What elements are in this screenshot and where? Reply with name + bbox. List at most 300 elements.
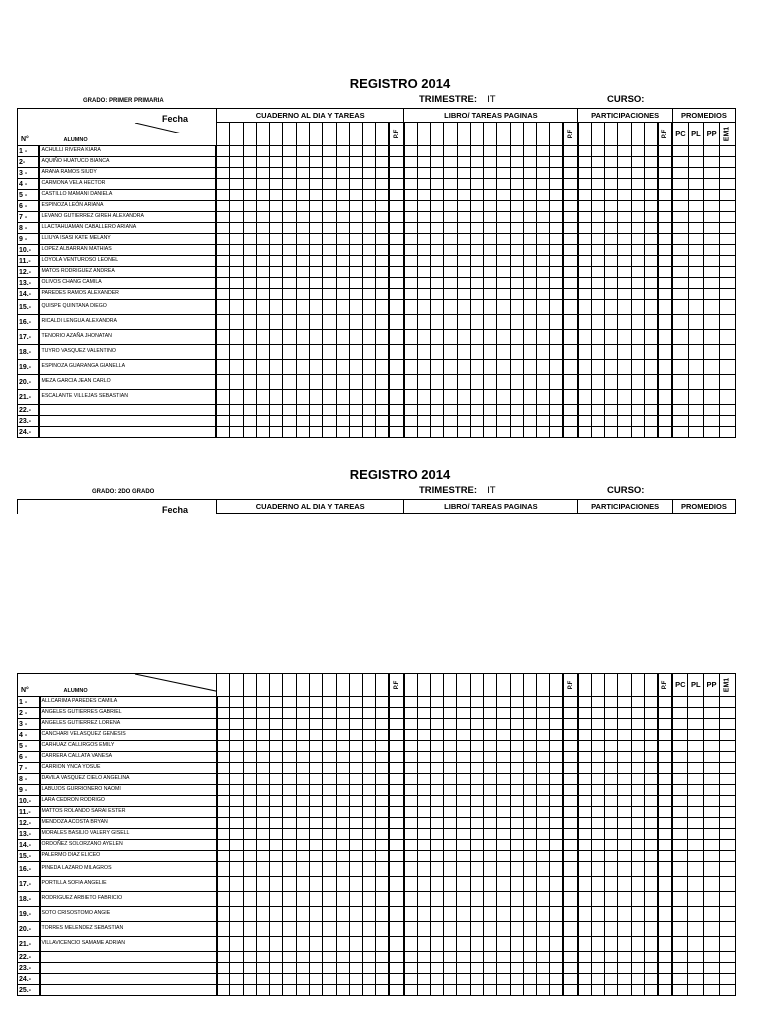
grade-cell[interactable] [550, 278, 563, 289]
grade-cell[interactable] [270, 796, 283, 807]
grade-cell[interactable] [404, 974, 417, 985]
grade-cell[interactable] [283, 763, 296, 774]
grade-cell[interactable] [363, 985, 376, 996]
grade-cell[interactable] [444, 907, 457, 922]
grade-cell[interactable] [256, 168, 269, 179]
grade-cell[interactable] [618, 315, 631, 330]
grade-cell[interactable] [497, 416, 510, 427]
grade-cell[interactable] [376, 741, 389, 752]
grade-cell[interactable] [578, 267, 591, 278]
grade-cell[interactable] [719, 223, 735, 234]
grade-cell[interactable] [309, 300, 322, 315]
grade-cell[interactable] [510, 223, 523, 234]
grade-cell[interactable] [470, 405, 483, 416]
grade-cell[interactable] [336, 877, 349, 892]
grade-cell[interactable] [270, 212, 283, 223]
grade-cell[interactable] [363, 763, 376, 774]
grade-cell[interactable] [430, 963, 443, 974]
grade-cell[interactable] [672, 245, 688, 256]
pf-cell[interactable] [389, 741, 404, 752]
grade-cell[interactable] [283, 877, 296, 892]
grade-cell[interactable] [470, 674, 483, 697]
grade-cell[interactable] [296, 201, 309, 212]
grade-cell[interactable] [704, 190, 720, 201]
grade-cell[interactable] [719, 390, 735, 405]
grade-cell[interactable] [336, 922, 349, 937]
grade-cell[interactable] [644, 877, 657, 892]
grade-cell[interactable] [470, 278, 483, 289]
grade-cell[interactable] [688, 427, 704, 438]
grade-cell[interactable] [457, 985, 470, 996]
grade-cell[interactable] [430, 315, 443, 330]
grade-cell[interactable] [550, 829, 563, 840]
grade-cell[interactable] [417, 157, 430, 168]
pf-cell[interactable] [658, 289, 673, 300]
grade-cell[interactable] [270, 427, 283, 438]
pf-cell[interactable] [563, 877, 578, 892]
grade-cell[interactable] [404, 785, 417, 796]
grade-cell[interactable] [550, 974, 563, 985]
grade-cell[interactable] [484, 190, 497, 201]
grade-cell[interactable] [719, 862, 735, 877]
grade-cell[interactable] [719, 405, 735, 416]
grade-cell[interactable] [376, 974, 389, 985]
grade-cell[interactable] [550, 818, 563, 829]
grade-cell[interactable] [270, 697, 283, 708]
grade-cell[interactable] [688, 922, 704, 937]
pf-cell[interactable] [563, 741, 578, 752]
grade-cell[interactable] [591, 289, 604, 300]
grade-cell[interactable] [444, 763, 457, 774]
grade-cell[interactable] [631, 245, 644, 256]
grade-cell[interactable] [430, 785, 443, 796]
grade-cell[interactable] [578, 289, 591, 300]
grade-cell[interactable] [457, 974, 470, 985]
grade-cell[interactable] [497, 190, 510, 201]
grade-cell[interactable] [230, 190, 243, 201]
grade-cell[interactable] [309, 234, 322, 245]
grade-cell[interactable] [605, 157, 618, 168]
grade-cell[interactable] [309, 212, 322, 223]
grade-cell[interactable] [457, 146, 470, 157]
grade-cell[interactable] [296, 375, 309, 390]
grade-cell[interactable] [631, 892, 644, 907]
grade-cell[interactable] [309, 179, 322, 190]
grade-cell[interactable] [430, 851, 443, 862]
grade-cell[interactable] [631, 256, 644, 267]
pf-cell[interactable] [389, 345, 404, 360]
grade-cell[interactable] [537, 922, 550, 937]
grade-cell[interactable] [404, 360, 417, 375]
grade-cell[interactable] [578, 223, 591, 234]
grade-cell[interactable] [591, 697, 604, 708]
grade-cell[interactable] [283, 907, 296, 922]
grade-cell[interactable] [719, 267, 735, 278]
grade-cell[interactable] [336, 719, 349, 730]
grade-cell[interactable] [444, 360, 457, 375]
grade-cell[interactable] [283, 840, 296, 851]
grade-cell[interactable] [510, 892, 523, 907]
grade-cell[interactable] [470, 818, 483, 829]
grade-cell[interactable] [323, 985, 336, 996]
grade-cell[interactable] [270, 345, 283, 360]
grade-cell[interactable] [256, 774, 269, 785]
grade-cell[interactable] [283, 796, 296, 807]
grade-cell[interactable] [296, 774, 309, 785]
grade-cell[interactable] [470, 877, 483, 892]
grade-cell[interactable] [523, 785, 536, 796]
grade-cell[interactable] [618, 360, 631, 375]
grade-cell[interactable] [444, 278, 457, 289]
grade-cell[interactable] [283, 234, 296, 245]
grade-cell[interactable] [336, 168, 349, 179]
grade-cell[interactable] [470, 774, 483, 785]
grade-cell[interactable] [497, 360, 510, 375]
grade-cell[interactable] [296, 267, 309, 278]
grade-cell[interactable] [310, 818, 323, 829]
grade-cell[interactable] [417, 330, 430, 345]
grade-cell[interactable] [631, 862, 644, 877]
grade-cell[interactable] [719, 360, 735, 375]
grade-cell[interactable] [336, 123, 349, 146]
grade-cell[interactable] [631, 807, 644, 818]
grade-cell[interactable] [605, 201, 618, 212]
grade-cell[interactable] [484, 674, 497, 697]
grade-cell[interactable] [349, 427, 362, 438]
grade-cell[interactable] [618, 907, 631, 922]
grade-cell[interactable] [672, 752, 688, 763]
grade-cell[interactable] [323, 785, 336, 796]
grade-cell[interactable] [349, 774, 362, 785]
grade-cell[interactable] [270, 752, 283, 763]
grade-cell[interactable] [310, 752, 323, 763]
grade-cell[interactable] [704, 212, 720, 223]
grade-cell[interactable] [672, 697, 688, 708]
grade-cell[interactable] [618, 862, 631, 877]
grade-cell[interactable] [591, 157, 604, 168]
grade-cell[interactable] [719, 330, 735, 345]
grade-cell[interactable] [444, 952, 457, 963]
grade-cell[interactable] [631, 390, 644, 405]
pf-cell[interactable] [658, 877, 673, 892]
grade-cell[interactable] [578, 427, 591, 438]
grade-cell[interactable] [591, 123, 604, 146]
grade-cell[interactable] [672, 851, 688, 862]
grade-cell[interactable] [283, 952, 296, 963]
grade-cell[interactable] [497, 763, 510, 774]
grade-cell[interactable] [497, 146, 510, 157]
grade-cell[interactable] [243, 245, 256, 256]
grade-cell[interactable] [688, 300, 704, 315]
grade-cell[interactable] [457, 223, 470, 234]
grade-cell[interactable] [376, 840, 389, 851]
grade-cell[interactable] [376, 907, 389, 922]
grade-cell[interactable] [591, 390, 604, 405]
grade-cell[interactable] [704, 708, 720, 719]
grade-cell[interactable] [417, 907, 430, 922]
grade-cell[interactable] [444, 922, 457, 937]
grade-cell[interactable] [537, 416, 550, 427]
grade-cell[interactable] [618, 785, 631, 796]
grade-cell[interactable] [230, 818, 243, 829]
grade-cell[interactable] [349, 752, 362, 763]
grade-cell[interactable] [283, 256, 296, 267]
grade-cell[interactable] [550, 796, 563, 807]
grade-cell[interactable] [605, 190, 618, 201]
grade-cell[interactable] [336, 741, 349, 752]
grade-cell[interactable] [363, 974, 376, 985]
grade-cell[interactable] [550, 922, 563, 937]
grade-cell[interactable] [363, 774, 376, 785]
grade-cell[interactable] [672, 345, 688, 360]
grade-cell[interactable] [470, 375, 483, 390]
grade-cell[interactable] [336, 256, 349, 267]
grade-cell[interactable] [430, 330, 443, 345]
grade-cell[interactable] [457, 952, 470, 963]
grade-cell[interactable] [631, 212, 644, 223]
grade-cell[interactable] [296, 330, 309, 345]
grade-cell[interactable] [457, 234, 470, 245]
grade-cell[interactable] [457, 741, 470, 752]
pf-cell[interactable] [389, 245, 404, 256]
grade-cell[interactable] [719, 168, 735, 179]
grade-cell[interactable] [296, 818, 309, 829]
grade-cell[interactable] [310, 741, 323, 752]
grade-cell[interactable] [578, 877, 591, 892]
grade-cell[interactable] [216, 123, 229, 146]
grade-cell[interactable] [349, 851, 362, 862]
grade-cell[interactable] [688, 840, 704, 851]
grade-cell[interactable] [484, 796, 497, 807]
grade-cell[interactable] [349, 223, 362, 234]
grade-cell[interactable] [704, 796, 720, 807]
grade-cell[interactable] [363, 157, 376, 168]
grade-cell[interactable] [283, 360, 296, 375]
grade-cell[interactable] [704, 985, 720, 996]
grade-cell[interactable] [672, 201, 688, 212]
grade-cell[interactable] [704, 234, 720, 245]
grade-cell[interactable] [309, 146, 322, 157]
grade-cell[interactable] [457, 278, 470, 289]
grade-cell[interactable] [604, 763, 617, 774]
grade-cell[interactable] [270, 763, 283, 774]
grade-cell[interactable] [470, 851, 483, 862]
grade-cell[interactable] [323, 330, 336, 345]
grade-cell[interactable] [336, 427, 349, 438]
grade-cell[interactable] [704, 256, 720, 267]
grade-cell[interactable] [444, 405, 457, 416]
grade-cell[interactable] [336, 245, 349, 256]
grade-cell[interactable] [309, 390, 322, 405]
grade-cell[interactable] [604, 877, 617, 892]
grade-cell[interactable] [672, 763, 688, 774]
grade-cell[interactable] [484, 840, 497, 851]
grade-cell[interactable] [230, 752, 243, 763]
grade-cell[interactable] [704, 427, 720, 438]
grade-cell[interactable] [323, 774, 336, 785]
grade-cell[interactable] [523, 963, 536, 974]
grade-cell[interactable] [309, 245, 322, 256]
grade-cell[interactable] [510, 763, 523, 774]
grade-cell[interactable] [578, 952, 591, 963]
grade-cell[interactable] [230, 300, 243, 315]
grade-cell[interactable] [404, 674, 417, 697]
pf-cell[interactable] [563, 427, 578, 438]
grade-cell[interactable] [719, 840, 735, 851]
grade-cell[interactable] [283, 345, 296, 360]
grade-cell[interactable] [550, 375, 563, 390]
grade-cell[interactable] [417, 300, 430, 315]
grade-cell[interactable] [270, 234, 283, 245]
grade-cell[interactable] [230, 708, 243, 719]
grade-cell[interactable] [688, 829, 704, 840]
grade-cell[interactable] [578, 330, 591, 345]
grade-cell[interactable] [618, 375, 631, 390]
grade-cell[interactable] [631, 719, 644, 730]
grade-cell[interactable] [605, 345, 618, 360]
grade-cell[interactable] [376, 937, 389, 952]
grade-cell[interactable] [430, 985, 443, 996]
grade-cell[interactable] [510, 405, 523, 416]
grade-cell[interactable] [604, 862, 617, 877]
grade-cell[interactable] [550, 840, 563, 851]
grade-cell[interactable] [470, 708, 483, 719]
grade-cell[interactable] [604, 774, 617, 785]
grade-cell[interactable] [296, 345, 309, 360]
grade-cell[interactable] [417, 416, 430, 427]
grade-cell[interactable] [404, 922, 417, 937]
grade-cell[interactable] [404, 315, 417, 330]
pf-cell[interactable] [389, 708, 404, 719]
grade-cell[interactable] [243, 840, 256, 851]
grade-cell[interactable] [537, 862, 550, 877]
grade-cell[interactable] [591, 278, 604, 289]
grade-cell[interactable] [497, 851, 510, 862]
grade-cell[interactable] [457, 201, 470, 212]
grade-cell[interactable] [376, 190, 389, 201]
grade-cell[interactable] [523, 796, 536, 807]
grade-cell[interactable] [644, 315, 657, 330]
grade-cell[interactable] [631, 907, 644, 922]
grade-cell[interactable] [523, 851, 536, 862]
grade-cell[interactable] [336, 360, 349, 375]
grade-cell[interactable] [631, 223, 644, 234]
grade-cell[interactable] [216, 201, 229, 212]
grade-cell[interactable] [484, 146, 497, 157]
pf-cell[interactable] [389, 223, 404, 234]
grade-cell[interactable] [470, 937, 483, 952]
grade-cell[interactable] [417, 752, 430, 763]
grade-cell[interactable] [719, 315, 735, 330]
grade-cell[interactable] [618, 157, 631, 168]
grade-cell[interactable] [604, 974, 617, 985]
grade-cell[interactable] [310, 774, 323, 785]
pf-cell[interactable] [563, 234, 578, 245]
grade-cell[interactable] [323, 708, 336, 719]
pf-cell[interactable] [658, 818, 673, 829]
grade-cell[interactable] [578, 360, 591, 375]
grade-cell[interactable] [470, 146, 483, 157]
grade-cell[interactable] [719, 974, 735, 985]
grade-cell[interactable] [283, 278, 296, 289]
pf-cell[interactable] [563, 179, 578, 190]
grade-cell[interactable] [270, 146, 283, 157]
grade-cell[interactable] [497, 730, 510, 741]
grade-cell[interactable] [618, 179, 631, 190]
grade-cell[interactable] [457, 763, 470, 774]
grade-cell[interactable] [644, 697, 657, 708]
grade-cell[interactable] [470, 330, 483, 345]
grade-cell[interactable] [404, 741, 417, 752]
grade-cell[interactable] [591, 937, 604, 952]
grade-cell[interactable] [591, 190, 604, 201]
pf-cell[interactable] [658, 829, 673, 840]
grade-cell[interactable] [430, 405, 443, 416]
grade-cell[interactable] [591, 840, 604, 851]
grade-cell[interactable] [470, 922, 483, 937]
grade-cell[interactable] [256, 375, 269, 390]
grade-cell[interactable] [417, 741, 430, 752]
grade-cell[interactable] [376, 719, 389, 730]
grade-cell[interactable] [470, 212, 483, 223]
grade-cell[interactable] [644, 416, 657, 427]
grade-cell[interactable] [457, 416, 470, 427]
grade-cell[interactable] [550, 245, 563, 256]
grade-cell[interactable] [216, 179, 229, 190]
grade-cell[interactable] [719, 877, 735, 892]
grade-cell[interactable] [376, 375, 389, 390]
grade-cell[interactable] [430, 345, 443, 360]
grade-cell[interactable] [243, 774, 256, 785]
grade-cell[interactable] [217, 796, 230, 807]
grade-cell[interactable] [591, 877, 604, 892]
grade-cell[interactable] [457, 796, 470, 807]
grade-cell[interactable] [688, 146, 704, 157]
grade-cell[interactable] [631, 840, 644, 851]
grade-cell[interactable] [404, 157, 417, 168]
grade-cell[interactable] [296, 752, 309, 763]
grade-cell[interactable] [672, 157, 688, 168]
grade-cell[interactable] [604, 708, 617, 719]
grade-cell[interactable] [688, 974, 704, 985]
grade-cell[interactable] [256, 719, 269, 730]
pf-cell[interactable] [563, 851, 578, 862]
grade-cell[interactable] [537, 674, 550, 697]
grade-cell[interactable] [497, 212, 510, 223]
pf-cell[interactable] [658, 774, 673, 785]
grade-cell[interactable] [523, 360, 536, 375]
grade-cell[interactable] [349, 267, 362, 278]
pf-cell[interactable] [389, 256, 404, 267]
grade-cell[interactable] [550, 774, 563, 785]
pf-cell[interactable] [658, 179, 673, 190]
grade-cell[interactable] [230, 763, 243, 774]
grade-cell[interactable] [688, 785, 704, 796]
grade-cell[interactable] [336, 390, 349, 405]
grade-cell[interactable] [230, 697, 243, 708]
grade-cell[interactable] [417, 289, 430, 300]
grade-cell[interactable] [323, 818, 336, 829]
grade-cell[interactable] [631, 190, 644, 201]
grade-cell[interactable] [618, 674, 631, 697]
grade-cell[interactable] [404, 862, 417, 877]
grade-cell[interactable] [216, 278, 229, 289]
grade-cell[interactable] [363, 300, 376, 315]
grade-cell[interactable] [604, 907, 617, 922]
grade-cell[interactable] [470, 360, 483, 375]
grade-cell[interactable] [644, 974, 657, 985]
pf-cell[interactable] [658, 985, 673, 996]
